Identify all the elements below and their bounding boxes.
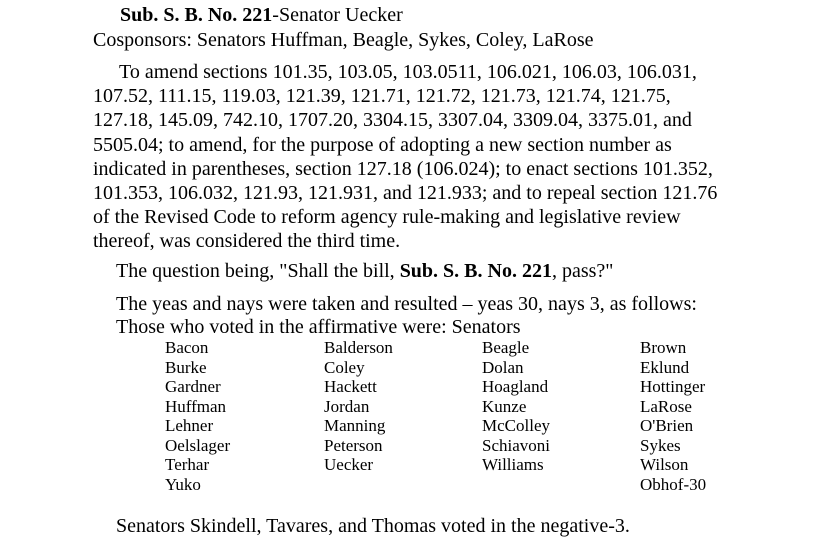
description-line: indicated in parentheses, section 127.18 (106.024); to enact sections 101.352,	[93, 157, 713, 180]
voter-name: Lehner	[165, 416, 214, 435]
voter-name: Gardner	[165, 377, 221, 396]
voter-name: O'Brien	[640, 416, 694, 435]
voter-name: Terhar	[165, 455, 210, 474]
voter-name: Uecker	[324, 455, 374, 474]
description-line: of the Revised Code to reform agency rule-making and legislative review	[93, 206, 681, 229]
voter-name: Coley	[324, 357, 365, 377]
voter-name: Huffman	[165, 396, 227, 416]
question-bill: Sub. S. B. No. 221	[399, 260, 552, 282]
voter-name: Dolan	[482, 357, 524, 377]
voter-name: Obhof-30	[640, 474, 707, 494]
voter-name: Hoagland	[482, 377, 549, 396]
description-line: 5505.04; to amend, for the purpose of adopting a new section number as	[93, 133, 672, 156]
affirmative-intro: Those who voted in the affirmative were: Senators	[116, 316, 521, 338]
bill-heading	[120, 3, 403, 27]
voter-name: Eklund	[640, 357, 690, 377]
description-line: 107.52, 111.15, 119.03, 121.39, 121.71, 121.72, 121.73, 121.74, 121.75,	[93, 85, 671, 108]
voter-name: Sykes	[640, 435, 681, 455]
vote-question	[116, 259, 613, 283]
voter-name: Jordan	[324, 396, 370, 416]
description-line: To amend sections 101.35, 103.05, 103.0511, 106.021, 106.03, 106.031,	[119, 61, 697, 83]
question-suffix: , pass?"	[551, 260, 614, 282]
bill-description	[93, 60, 753, 254]
voter-name: Manning	[324, 416, 386, 435]
voter-name: Kunze	[482, 396, 527, 416]
bill-sponsor: -Senator Uecker	[272, 4, 403, 26]
voter-name: Schiavoni	[482, 435, 550, 455]
description-line: 127.18, 145.09, 742.10, 1707.20, 3304.15, 3307.04, 3309.04, 3375.01, and	[93, 109, 692, 132]
voter-name: Wilson	[640, 455, 689, 474]
voter-name: Burke	[165, 357, 207, 377]
description-line: 101.353, 106.032, 121.93, 121.931, and 121.933; and to repeal section 121.76	[93, 182, 718, 205]
voter-name: Oelslager	[165, 435, 231, 455]
voter-name: Hottinger	[640, 377, 706, 396]
voter-name: Yuko	[165, 474, 201, 494]
voter-name: Brown	[640, 338, 687, 357]
negative-votes: Senators Skindell, Tavares, and Thomas voted in the negative-3.	[116, 515, 630, 537]
vote-result: The yeas and nays were taken and resulted – yeas 30, nays 3, as follows:	[116, 293, 697, 315]
voter-name: LaRose	[640, 396, 692, 416]
cosponsors-line: Cosponsors: Senators Huffman, Beagle, Sykes, Coley, LaRose	[93, 29, 594, 51]
voter-name: Peterson	[324, 435, 383, 455]
voter-name: Beagle	[482, 338, 530, 357]
description-line: thereof, was considered the third time.	[93, 230, 401, 253]
voter-name: Bacon	[165, 338, 209, 357]
voter-name: Hackett	[324, 377, 377, 396]
bill-title: Sub. S. B. No. 221	[120, 4, 273, 26]
voter-name: Williams	[482, 455, 544, 474]
voter-name: McColley	[482, 416, 550, 435]
question-prefix: The question being, "Shall the bill,	[116, 260, 400, 282]
voter-name: Balderson	[324, 338, 393, 357]
